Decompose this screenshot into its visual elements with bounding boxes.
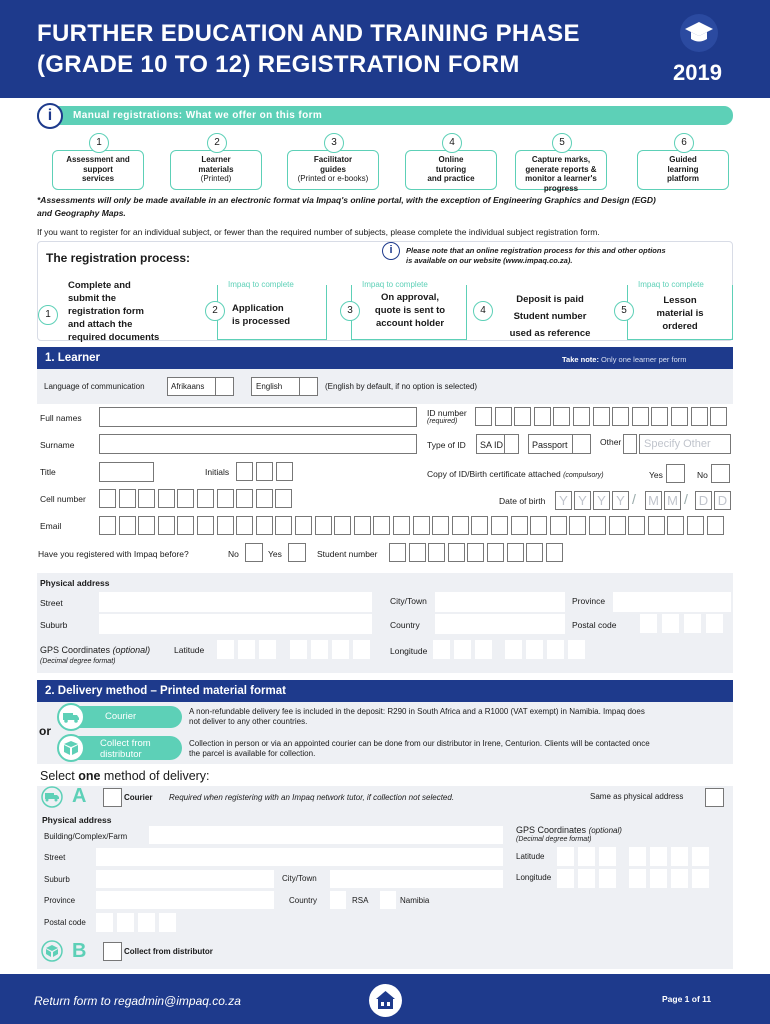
offer-item-line: support: [83, 164, 113, 174]
english-option[interactable]: English: [251, 377, 318, 396]
email-cell[interactable]: [275, 516, 292, 535]
courier-pill-label: Courier: [105, 711, 137, 722]
initials-cell[interactable]: [236, 462, 253, 481]
student-number-cell[interactable]: [467, 543, 484, 562]
delivery-country-label: Country: [289, 896, 318, 905]
delivery-longitude-cell[interactable]: [629, 869, 646, 888]
delivery-longitude-cell[interactable]: [578, 869, 595, 888]
step-5-caption: Impaq to complete: [638, 280, 704, 289]
email-cell[interactable]: [687, 516, 704, 535]
longitude-cell[interactable]: [568, 640, 585, 659]
offer-item-number: 5: [552, 133, 572, 153]
collect-label: Collect from distributor: [124, 947, 213, 956]
building-label: Building/Complex/Farm: [44, 832, 128, 841]
student-number-cell[interactable]: [507, 543, 524, 562]
student-number-cell[interactable]: [546, 543, 563, 562]
email-cell[interactable]: [452, 516, 469, 535]
title-line-1: FURTHER EDUCATION AND TRAINING PHASE: [37, 20, 580, 47]
email-cell[interactable]: [393, 516, 410, 535]
id-number-cell[interactable]: [514, 407, 531, 426]
email-cell[interactable]: [707, 516, 724, 535]
id-number-cell[interactable]: [632, 407, 649, 426]
online-note-2: is available on our website (www.impaq.co.za).: [406, 256, 573, 265]
registered-yes-checkbox[interactable]: [288, 543, 306, 562]
no-label: No: [228, 549, 239, 559]
longitude-cell[interactable]: [475, 640, 492, 659]
city-field[interactable]: [435, 592, 565, 612]
delivery-city-field[interactable]: [330, 870, 503, 888]
longitude-cell[interactable]: [454, 640, 471, 659]
email-label: Email: [40, 521, 62, 531]
id-number-cell[interactable]: [671, 407, 688, 426]
full-names-field[interactable]: [99, 407, 417, 427]
cell-number-cell[interactable]: [275, 489, 292, 508]
delivery-longitude-cell[interactable]: [671, 869, 688, 888]
step-4-number: 4: [473, 301, 493, 321]
email-cell[interactable]: [315, 516, 332, 535]
delivery-suburb-label: Suburb: [44, 875, 70, 884]
delivery-city-label: City/Town: [282, 874, 317, 883]
decimal-format-label: (Decimal degree format): [40, 658, 116, 665]
passport-option[interactable]: Passport: [528, 434, 591, 454]
longitude-label: Longitude: [390, 646, 428, 656]
gps-label: GPS Coordinates (optional): [40, 645, 151, 655]
email-cell[interactable]: [354, 516, 371, 535]
copy-id-label: Copy of ID/Birth certificate attached (compulsory): [427, 469, 604, 479]
title-field[interactable]: [99, 462, 154, 482]
offer-item-number: 4: [442, 133, 462, 153]
cell-number-cell[interactable]: [177, 489, 194, 508]
step-4-text: Deposit is paid Student number used as reference: [509, 294, 591, 339]
learner-section-title: 1. Learner: [45, 352, 100, 364]
student-number-cell[interactable]: [526, 543, 543, 562]
latitude-cell[interactable]: [290, 640, 307, 659]
dob-label: Date of birth: [499, 496, 546, 506]
email-cell[interactable]: [589, 516, 606, 535]
province-label: Province: [572, 596, 606, 606]
step-3-caption: Impaq to complete: [362, 280, 428, 289]
offer-item-number: 2: [207, 133, 227, 153]
sa-id-option[interactable]: SA ID: [476, 434, 519, 454]
email-cell[interactable]: [158, 516, 175, 535]
afrikaans-option[interactable]: Afrikaans: [167, 377, 234, 396]
delivery-latitude-cell[interactable]: [629, 847, 646, 866]
email-cell[interactable]: [256, 516, 273, 535]
email-cell[interactable]: [197, 516, 214, 535]
id-number-cell[interactable]: [573, 407, 590, 426]
student-number-cell[interactable]: [487, 543, 504, 562]
english-checkbox[interactable]: [299, 377, 318, 396]
street-field[interactable]: [99, 592, 372, 612]
country-field[interactable]: [435, 614, 565, 634]
surname-field[interactable]: [99, 434, 417, 454]
delivery-province-field[interactable]: [96, 891, 274, 909]
postal-code-cell[interactable]: [640, 614, 657, 633]
student-number-label: Student number: [317, 549, 378, 559]
step-5-number: 5: [614, 301, 634, 321]
dob-cell[interactable]: Y: [555, 491, 572, 510]
delivery-latitude-label: Latitude: [516, 852, 545, 861]
full-names-label: Full names: [40, 413, 82, 423]
delivery-postal-cell[interactable]: [159, 913, 176, 932]
option-b-letter: B: [72, 940, 87, 962]
email-cell[interactable]: [471, 516, 488, 535]
email-cell[interactable]: [550, 516, 567, 535]
process-title: The registration process:: [46, 251, 191, 265]
delivery-latitude-cell[interactable]: [557, 847, 574, 866]
id-number-cell[interactable]: [691, 407, 708, 426]
id-number-label: ID number: [427, 408, 467, 418]
cell-number-cell[interactable]: [99, 489, 116, 508]
email-cell[interactable]: [511, 516, 528, 535]
rsa-label: RSA: [352, 896, 369, 905]
student-number-cell[interactable]: [409, 543, 426, 562]
delivery-latitude-cell[interactable]: [578, 847, 595, 866]
courier-requirement: Required when registering with an Impaq network tutor, if collection not selected.: [169, 793, 455, 802]
registered-before-label: Have you registered with Impaq before?: [38, 549, 189, 559]
offer-item-number: 6: [674, 133, 694, 153]
step-2-number: 2: [205, 301, 225, 321]
page-header: [0, 0, 770, 98]
specify-other-field[interactable]: Specify Other: [639, 434, 731, 454]
student-number-cell[interactable]: [448, 543, 465, 562]
email-cell[interactable]: [648, 516, 665, 535]
courier-checkbox[interactable]: [103, 788, 122, 807]
cell-number-cell[interactable]: [138, 489, 155, 508]
offer-item-line: tutoring: [435, 164, 467, 174]
offer-item-line: guides: [320, 164, 346, 174]
latitude-cell[interactable]: [259, 640, 276, 659]
latitude-cell[interactable]: [238, 640, 255, 659]
delivery-latitude-cell[interactable]: [692, 847, 709, 866]
latitude-cell[interactable]: [332, 640, 349, 659]
latitude-cell[interactable]: [217, 640, 234, 659]
email-cell[interactable]: [99, 516, 116, 535]
dob-cell[interactable]: D: [695, 491, 712, 510]
offer-item: [515, 137, 607, 193]
delivery-longitude-cell[interactable]: [599, 869, 616, 888]
impaq-house-icon: [369, 984, 402, 1017]
cell-number-cell[interactable]: [158, 489, 175, 508]
language-default-note: (English by default, if no option is selected): [325, 382, 478, 391]
collect-desc-1: Collection in person or via an appointed courier can be done from our distributor in Irene, Centurion. Clients will be contacted once: [189, 739, 650, 748]
info-icon: i: [382, 242, 400, 260]
delivery-street-label: Street: [44, 853, 66, 862]
email-cell[interactable]: [667, 516, 684, 535]
surname-label: Surname: [40, 440, 75, 450]
offer-item-line: Guided: [669, 155, 697, 164]
delivery-physical-address-title: Physical address: [42, 815, 112, 825]
dob-cell[interactable]: Y: [612, 491, 629, 510]
offer-item-line: materials: [198, 164, 234, 174]
collect-checkbox[interactable]: [103, 942, 122, 961]
step-5-text: Lesson material is ordered: [656, 295, 704, 332]
email-cell[interactable]: [432, 516, 449, 535]
collect-desc-2: the parcel is available for collection.: [189, 749, 316, 758]
id-number-cell[interactable]: [593, 407, 610, 426]
email-cell[interactable]: [119, 516, 136, 535]
step-2-text: Application is processed: [232, 303, 291, 327]
email-cell[interactable]: [530, 516, 547, 535]
no-label: No: [697, 470, 708, 480]
id-number-cell[interactable]: [553, 407, 570, 426]
delivery-latitude-cell[interactable]: [671, 847, 688, 866]
namibia-checkbox[interactable]: [380, 891, 396, 909]
delivery-decimal-label: (Decimal degree format): [516, 836, 592, 843]
or-label: or: [39, 724, 51, 738]
courier-desc-2: not deliver to any other countries.: [189, 717, 308, 726]
cell-number-cell[interactable]: [256, 489, 273, 508]
offer-item-line: platform: [667, 174, 699, 183]
registered-no-checkbox[interactable]: [245, 543, 263, 562]
select-method-label: Select one method of delivery:: [40, 769, 210, 783]
dob-cell[interactable]: D: [714, 491, 731, 510]
email-cell[interactable]: [217, 516, 234, 535]
email-cell[interactable]: [295, 516, 312, 535]
form-year: 2019: [673, 60, 722, 85]
email-cell[interactable]: [491, 516, 508, 535]
collect-pill-label: Collect from distributor: [100, 738, 151, 760]
delivery-longitude-label: Longitude: [516, 873, 552, 882]
postal-code-cell[interactable]: [706, 614, 723, 633]
latitude-cell[interactable]: [353, 640, 370, 659]
delivery-latitude-cell[interactable]: [650, 847, 667, 866]
truck-icon: [38, 786, 66, 808]
afrikaans-checkbox[interactable]: [215, 377, 234, 396]
id-number-cell[interactable]: [710, 407, 727, 426]
delivery-postal-cell[interactable]: [138, 913, 155, 932]
delivery-gps-label: GPS Coordinates (optional): [516, 825, 622, 835]
offer-item-line: Assessment and: [66, 155, 130, 164]
assessment-note-1: *Assessments will only be made available in an electronic format via Impaq's online portal, with the exception of Engineering Graphics and Design (EGD): [37, 195, 656, 205]
delivery-section-title: 2. Delivery method – Printed material format: [45, 685, 286, 697]
step-2-caption: Impaq to complete: [228, 280, 294, 289]
offer-item: [405, 137, 497, 190]
initials-label: Initials: [205, 467, 230, 477]
delivery-longitude-cell[interactable]: [692, 869, 709, 888]
offer-item-line: services: [81, 174, 115, 183]
student-number-cell[interactable]: [428, 543, 445, 562]
city-label: City/Town: [390, 596, 427, 606]
email-cell[interactable]: [373, 516, 390, 535]
delivery-postal-code-label: Postal code: [44, 918, 86, 927]
postal-code-cell[interactable]: [662, 614, 679, 633]
offer-item-number: 3: [324, 133, 344, 153]
latitude-label: Latitude: [174, 645, 205, 655]
id-number-cell[interactable]: [612, 407, 629, 426]
dob-separator: /: [684, 491, 688, 507]
step-3-number: 3: [340, 301, 360, 321]
country-label: Country: [390, 620, 420, 630]
id-required-label: (required): [427, 418, 458, 425]
individual-subject-note: If you want to register for an individual subject, or fewer than the required number of subjects, please complete the individual subject registration form.: [37, 227, 600, 237]
delivery-street-field[interactable]: [96, 848, 503, 866]
graduation-cap-icon: [680, 14, 718, 52]
offer-item: [170, 137, 262, 190]
other-checkbox[interactable]: [623, 434, 637, 454]
id-number-cell[interactable]: [651, 407, 668, 426]
package-icon: [38, 940, 66, 962]
cell-number-cell[interactable]: [197, 489, 214, 508]
offer-item-line: monitor a learner's: [525, 174, 597, 183]
email-cell[interactable]: [569, 516, 586, 535]
namibia-label: Namibia: [400, 896, 430, 905]
longitude-cell[interactable]: [433, 640, 450, 659]
suburb-field[interactable]: [99, 614, 372, 634]
offer-banner-text: Manual registrations: What we offer on this form: [73, 110, 323, 121]
language-label: Language of communication: [44, 382, 145, 391]
rsa-checkbox[interactable]: [330, 891, 346, 909]
offer-item-line: Online: [438, 155, 464, 164]
copy-no-checkbox[interactable]: [711, 464, 730, 483]
truck-icon: [57, 703, 85, 731]
dob-cell[interactable]: M: [645, 491, 662, 510]
option-a-letter: A: [72, 785, 87, 807]
building-field[interactable]: [149, 826, 503, 844]
return-email: Return form to regadmin@impaq.co.za: [34, 994, 241, 1008]
offer-item-line: generate reports &: [525, 164, 597, 174]
delivery-suburb-field[interactable]: [96, 870, 274, 888]
offer-item-line: (Printed): [200, 174, 232, 183]
courier-label: Courier: [124, 793, 153, 802]
online-note-1: Please note that an online registration process for this and other options: [406, 246, 666, 255]
delivery-postal-cell[interactable]: [96, 913, 113, 932]
email-cell[interactable]: [609, 516, 626, 535]
step-1-text: Complete and submit the registration form and attach the required documents: [68, 280, 160, 343]
initials-cell[interactable]: [256, 462, 273, 481]
offer-item: [287, 137, 379, 190]
dob-cell[interactable]: Y: [574, 491, 591, 510]
student-number-cell[interactable]: [389, 543, 406, 562]
id-number-cell[interactable]: [495, 407, 512, 426]
id-number-cell[interactable]: [534, 407, 551, 426]
delivery-longitude-cell[interactable]: [650, 869, 667, 888]
email-cell[interactable]: [413, 516, 430, 535]
email-cell[interactable]: [138, 516, 155, 535]
province-field[interactable]: [613, 592, 731, 612]
info-icon: i: [37, 103, 63, 129]
offer-item-number: 1: [89, 133, 109, 153]
offer-item-line: Learner: [201, 155, 231, 164]
courier-desc-1: A non-refundable delivery fee is included in the deposit: R290 in South Africa and a R1000 (VAT exempt) in Namibia. Impaq does: [189, 707, 645, 716]
take-note: Take note: Only one learner per form: [562, 355, 687, 364]
initials-cell[interactable]: [276, 462, 293, 481]
step-3-text: On approval, quote is sent to account holder: [374, 292, 446, 329]
offer-item-line: progress: [543, 183, 579, 193]
dob-cell[interactable]: Y: [593, 491, 610, 510]
id-number-cell[interactable]: [475, 407, 492, 426]
yes-label: Yes: [268, 549, 282, 559]
offer-item-line: Capture marks,: [531, 155, 591, 164]
step-1-number: 1: [38, 305, 58, 325]
title-label: Title: [40, 467, 56, 477]
delivery-province-label: Province: [44, 896, 76, 905]
email-cell[interactable]: [236, 516, 253, 535]
copy-yes-checkbox[interactable]: [666, 464, 685, 483]
offer-item-line: learning: [667, 164, 699, 174]
yes-label: Yes: [649, 470, 663, 480]
longitude-cell[interactable]: [526, 640, 543, 659]
email-cell[interactable]: [628, 516, 645, 535]
email-cell[interactable]: [334, 516, 351, 535]
same-as-label: Same as physical address: [590, 792, 684, 801]
postal-code-label: Postal code: [572, 620, 617, 630]
title-line-2: (GRADE 10 TO 12) REGISTRATION FORM: [37, 51, 520, 78]
postal-code-cell[interactable]: [684, 614, 701, 633]
cell-number-cell[interactable]: [236, 489, 253, 508]
offer-item: [637, 137, 729, 190]
offer-item-line: and practice: [427, 174, 475, 183]
cell-number-cell[interactable]: [119, 489, 136, 508]
sa-id-checkbox[interactable]: [504, 434, 519, 454]
delivery-latitude-cell[interactable]: [599, 847, 616, 866]
type-of-id-label: Type of ID: [427, 440, 466, 450]
delivery-postal-cell[interactable]: [117, 913, 134, 932]
package-icon: [57, 734, 85, 762]
cell-number-cell[interactable]: [217, 489, 234, 508]
dob-cell[interactable]: M: [664, 491, 681, 510]
page-number: Page 1 of 11: [662, 994, 712, 1004]
assessment-note-2: and Geography Maps.: [37, 208, 126, 218]
offer-item: [52, 137, 144, 190]
longitude-cell[interactable]: [547, 640, 564, 659]
other-label: Other: [600, 437, 622, 447]
longitude-cell[interactable]: [505, 640, 522, 659]
cell-number-label: Cell number: [40, 494, 86, 504]
street-label: Street: [40, 598, 63, 608]
passport-checkbox[interactable]: [572, 434, 591, 454]
same-as-checkbox[interactable]: [705, 788, 724, 807]
delivery-longitude-cell[interactable]: [557, 869, 574, 888]
email-cell[interactable]: [177, 516, 194, 535]
latitude-cell[interactable]: [311, 640, 328, 659]
dob-separator: /: [632, 491, 636, 507]
suburb-label: Suburb: [40, 620, 68, 630]
physical-address-title: Physical address: [40, 578, 110, 588]
offer-item-line: (Printed or e-books): [297, 174, 369, 183]
offer-item-line: Facilitator: [313, 155, 353, 164]
